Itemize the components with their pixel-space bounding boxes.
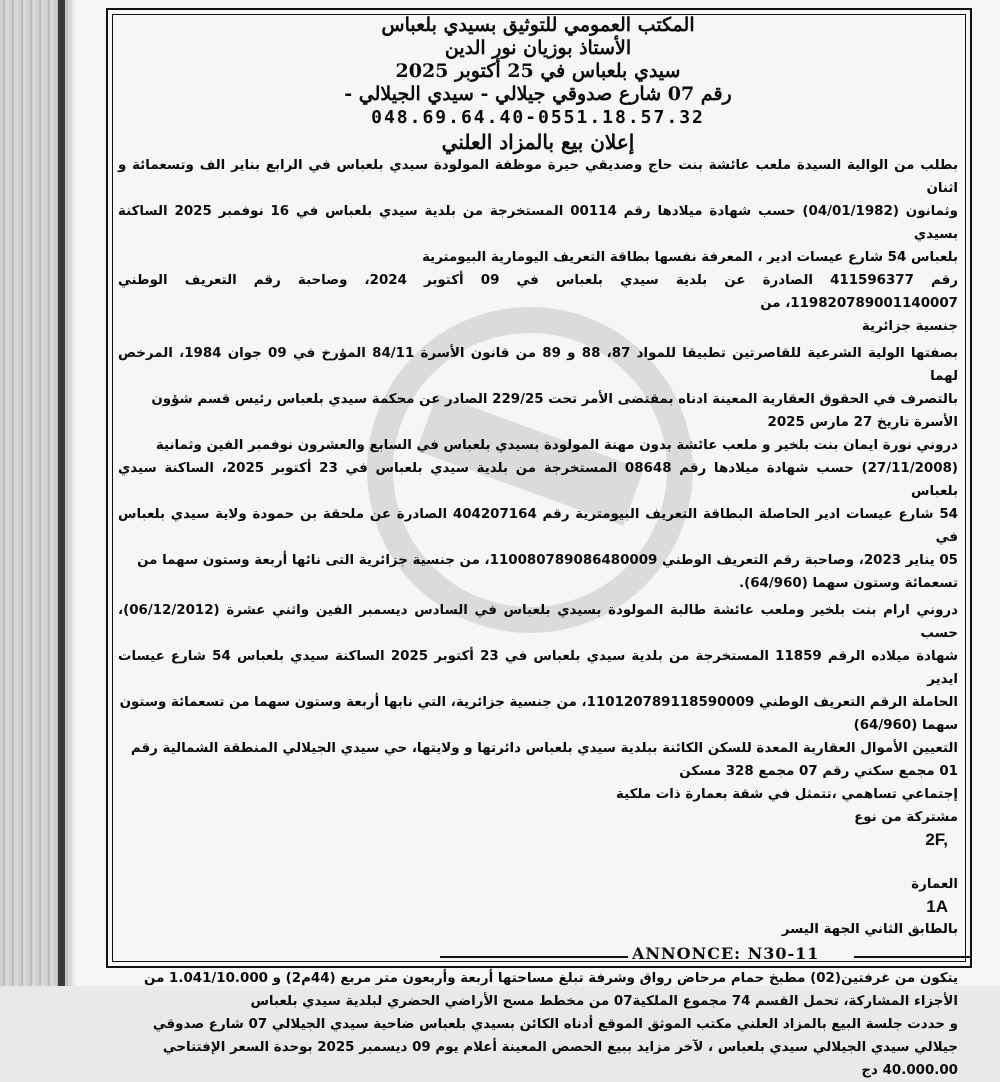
body-line: وثمانون (04/01/1982) حسب شهادة ميلادها رقم 00114 المستخرجة من بلدية سيدي بلعباس في 16 نوفمبر 2025 الساكنة بسيدي [118,204,959,242]
footer-rule-left [440,956,628,958]
body-line: بصفتها الولية الشرعية للقاصرتين تطبيقا للمواد 87، 88 و 89 من قانون الأسرة 84/11 المؤرخ في 09 جوان 1984، المرخص لهما [118,346,959,384]
body-line: 05 يناير 2023، وصاحبة رقم التعريف الوطني 110080789086480009، من جنسية جزائرية التى نائها أربعة وستون سهما من [137,553,958,568]
body-line: التعيين الأموال العقارية المعدة للسكن الكائنة ببلدية سيدي بلعباس دائرتها و ولايتها، حي سيدي الجيلالي المنطقة الشمالية رقم [130,741,958,756]
notary-name: الأستاذ بوزيان نور الدين [444,37,632,59]
notice-content [118,14,958,1082]
notice-title: إعلان بيع بالمزاد العلني [441,130,635,154]
body-line: (27/11/2008) حسب شهادة ميلادها رقم 08648 المستخرجة من بلدية سيدي بلعباس في 23 أكتوبر 2025، الساكنة سيدي بلعباس [118,461,959,499]
body-line: شهادة ميلاده الرقم 11859 المستخرجة من بلدية سيدي بلعباس في 23 أكتوبر 2025 الساكنة سيدي بلعباس 54 شارع عيسات ايدير [118,649,959,687]
body-line: الأجزاء المشاركة، تحمل القسم 74 مجموع الملكية07 من مخطط مسح الأراضي الحضري لبلدية سيدي بلعباس [250,994,958,1009]
body-line: دروني نورة ايمان بنت بلخير و ملعب عائشة بدون مهنة المولودة بسيدي بلعباس في السابع والعشرون نوفمبر الفين وثمانية [155,438,958,453]
footer-rule-right [854,956,972,958]
body-line: رقم 411596377 الصادرة عن بلدية سيدي بلعباس في 09 أكتوبر 2024، وصاحبة رقم التعريف الوطني 119820789001140007، من [118,273,959,311]
body-line: جنسية جزائرية [861,319,958,334]
body-line: الأسرة تاريخ 27 مارس 2025 [767,415,958,430]
body-line: و حددت جلسة البيع بالمزاد العلني مكتب الموثق الموقع أدناه الكائن بسيدي بلعباس ضاحية سيدي الجيلالي 07 شارع صدوقي [152,1017,958,1032]
body-line: الحاملة الرقم التعريف الوطني 110120789118590009، من جنسية جزائرية، التي نابها أربعة وستون سهما من تسعمائة وستون [119,695,958,710]
floor-info: بالطابق الثاني الجهة اليسر [781,922,958,937]
body-line: مشتركة من نوع [854,810,958,825]
body-line: 54 شارع عيسات ادير الحاصلة البطاقة التعريف البيومترية رقم 404207164 الصادرة عن ملحقة بن حمودة ولاية سيدي بلعباس في [118,507,958,545]
body-line: تسعمائة وستون سهما (64/960). [739,576,958,591]
annonce-number: ANNONCE: N30-11 [632,944,820,963]
building-value: 1A [926,897,948,916]
body-line: 01 مجمع سكني رقم 07 مجمع 328 مسكن [679,764,958,779]
building-label: العمارة [911,877,958,892]
apartment-type: 2F, [925,830,948,849]
place-date: سيدي بلعباس في 25 أكتوبر 2025 [395,60,681,82]
body-line: يتكون من غرفتين(02) مطبخ حمام مرحاض رواق وشرفة تبلغ مساحتها أربعة وأربعون متر مربع (44م2) و 1.041/10.000 من [144,971,958,986]
body-line: سهما (64/960) [853,718,958,733]
office-address: رقم 07 شارع صدوقي جيلالي - سيدي الجيلالي - [344,83,732,105]
office-name: المكتب العمومي للتوثيق بسيدي بلعباس [381,14,695,36]
binder-edge [0,0,72,986]
body-line: إجتماعي تساهمي ،تتمثل في شقة بعمارة ذات ملكية [615,787,958,802]
body-line: جيلالي سيدي الجيلالي سيدي بلعباس ، لآخر مزايد ببيع الحصص المعينة أعلام يوم 09 ديسمبر 2025 بوحدة السعر الإفتتاحي [162,1040,958,1055]
body-line: دروني ارام بنت بلخير وملعب عائشة طالبة المولودة بسيدي بلعباس في السادس ديسمبر الفين واثني عشرة (06/12/2012)، حسب [118,603,958,641]
phone-numbers: 048.69.64.40-0551.18.57.32 [371,107,705,128]
body-line: بلعباس 54 شارع عيسات ادير ، المعرفة نفسها بطاقة التعريف اليومارية البيومترية [422,250,958,265]
opening-price: 40.000.00 دج [861,1063,958,1078]
body-line: بالتصرف في الحقوق العقارية المعينة ادناه بمقتضى الأمر تحت 229/25 الصادر عن محكمة سيدي بلعباس رئيس قسم شؤون [151,392,958,407]
body-line: بطلب من الوالية السيدة ملعب عائشة بنت حاج وصديقي حيرة موظفة المولودة سيدي بلعباس في الرابع بناير الف وتسعمائة و اثنان [118,158,958,196]
